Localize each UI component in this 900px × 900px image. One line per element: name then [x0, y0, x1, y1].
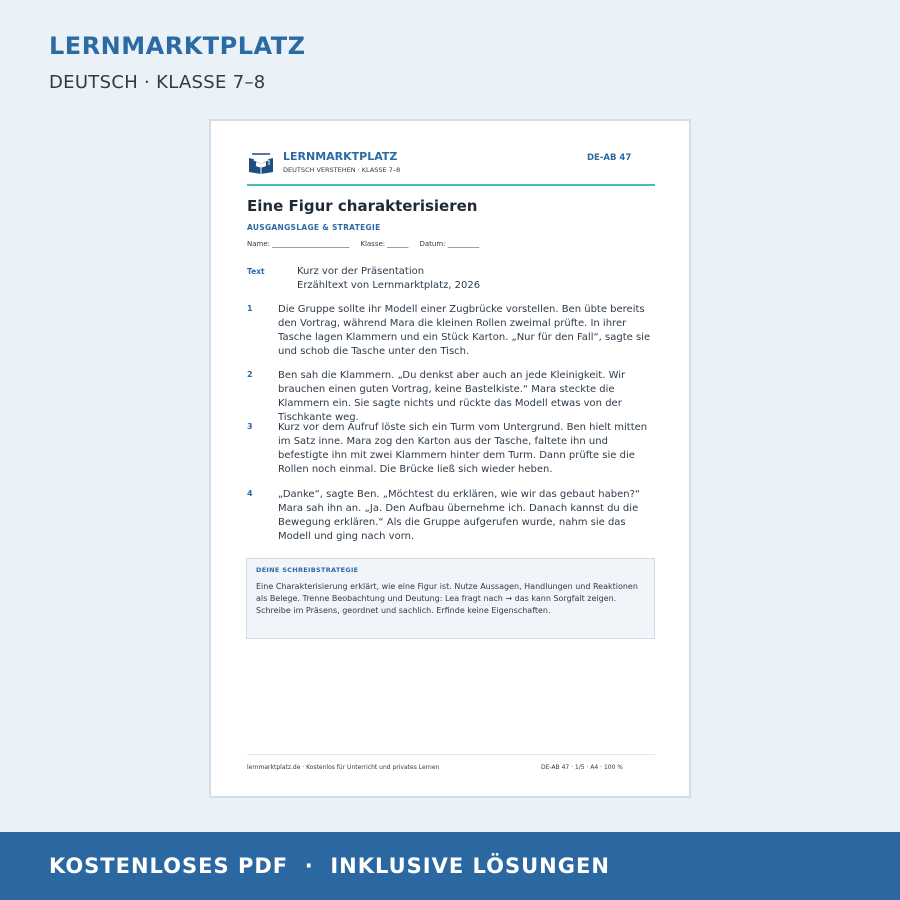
sheet-subtitle: DEUTSCH VERSTEHEN · KLASSE 7–8	[283, 166, 401, 174]
worksheet-title: Eine Figur charakterisieren	[247, 197, 478, 215]
text-info	[297, 265, 480, 293]
subject-subtitle: DEUTSCH · KLASSE 7–8	[49, 72, 266, 93]
footer-left: lernmarktplatz.de · Kostenlos für Unterricht und privates Lernen	[247, 764, 440, 771]
footer-divider	[247, 754, 655, 755]
header-divider	[247, 184, 655, 186]
strategy-box	[246, 558, 655, 639]
bottom-banner	[0, 832, 900, 900]
brand-title: LERNMARKTPLATZ	[49, 32, 306, 60]
paragraph-number: 2	[247, 370, 253, 379]
paragraph-number: 1	[247, 304, 253, 313]
sheet-brand: LERNMARKTPLATZ	[283, 150, 398, 163]
text-label: Text	[247, 267, 265, 276]
text-title: Kurz vor der Präsentation	[297, 266, 425, 277]
paragraph-number: 3	[247, 422, 253, 431]
paragraph-number: 4	[247, 489, 253, 498]
worksheet-code: DE-AB 47	[587, 153, 632, 163]
section-heading: AUSGANGSLAGE & STRATEGIE	[247, 223, 381, 232]
name-class-date-fields: Name: ______________________ Klasse: ______ Datum: _________	[247, 240, 480, 248]
text-source: Erzähltext von Lernmarktplatz, 2026	[297, 280, 481, 291]
footer-right: DE-AB 47 · 1/5 · A4 · 100 %	[541, 764, 624, 771]
paragraph-text: Die Gruppe sollte ihr Modell einer Zugbrücke vorstellen. Ben übte bereits den Vortrag, während Mara die kleinen Rollen zweimal prüfte. In ihrer Tasche lagen Klammern und ein Stück Karton. „Nur für den Fall“, sagte sie und schob die Tasche unter den Tisch.	[278, 304, 651, 357]
worksheet-preview	[209, 119, 691, 798]
paragraph-text: Ben sah die Klammern. „Du denkst aber auch an jede Kleinigkeit. Wir brauchen einen guten Vortrag, keine Bastelkiste.“ Mara steckte die Klammern ein. Sie sagte nichts und rückte das Modell etwas von der Tischkante weg.	[278, 370, 626, 423]
strategy-text: Eine Charakterisierung erklärt, wie eine Figur ist. Nutze Aussagen, Handlungen und Reaktionen als Belege. Trenne Beobachtung und Deutung: Lea fragt nach → das kann Sorgfalt zeigen. Schreibe im Präsens, geordnet und sachlich. Erfinde keine Eigenschaften.	[256, 582, 638, 615]
paragraph-text: Kurz vor dem Aufruf löste sich ein Turm vom Untergrund. Ben hielt mitten im Satz inne. Mara zog den Karton aus der Tasche, faltete ihn und befestigte ihn mit zwei Klammern hinter dem Turm. Dann prüfte sie die Rollen noch einmal. Die Brücke ließ sich wieder heben.	[278, 422, 648, 475]
graduation-cap-book-icon	[248, 152, 274, 174]
paragraph-text: „Danke“, sagte Ben. „Möchtest du erklären, wie wir das gebaut haben?“ Mara sah ihn an. „Ja. Den Aufbau übernehme ich. Danach kannst du die Bewegung erklären.“ Als die Gruppe aufgerufen wurde, nahm sie das Modell und ging nach vorn.	[278, 489, 641, 542]
strategy-title: DEINE SCHREIBSTRATEGIE	[256, 566, 359, 574]
banner-text: KOSTENLOSES PDF · INKLUSIVE LÖSUNGEN	[49, 854, 610, 878]
